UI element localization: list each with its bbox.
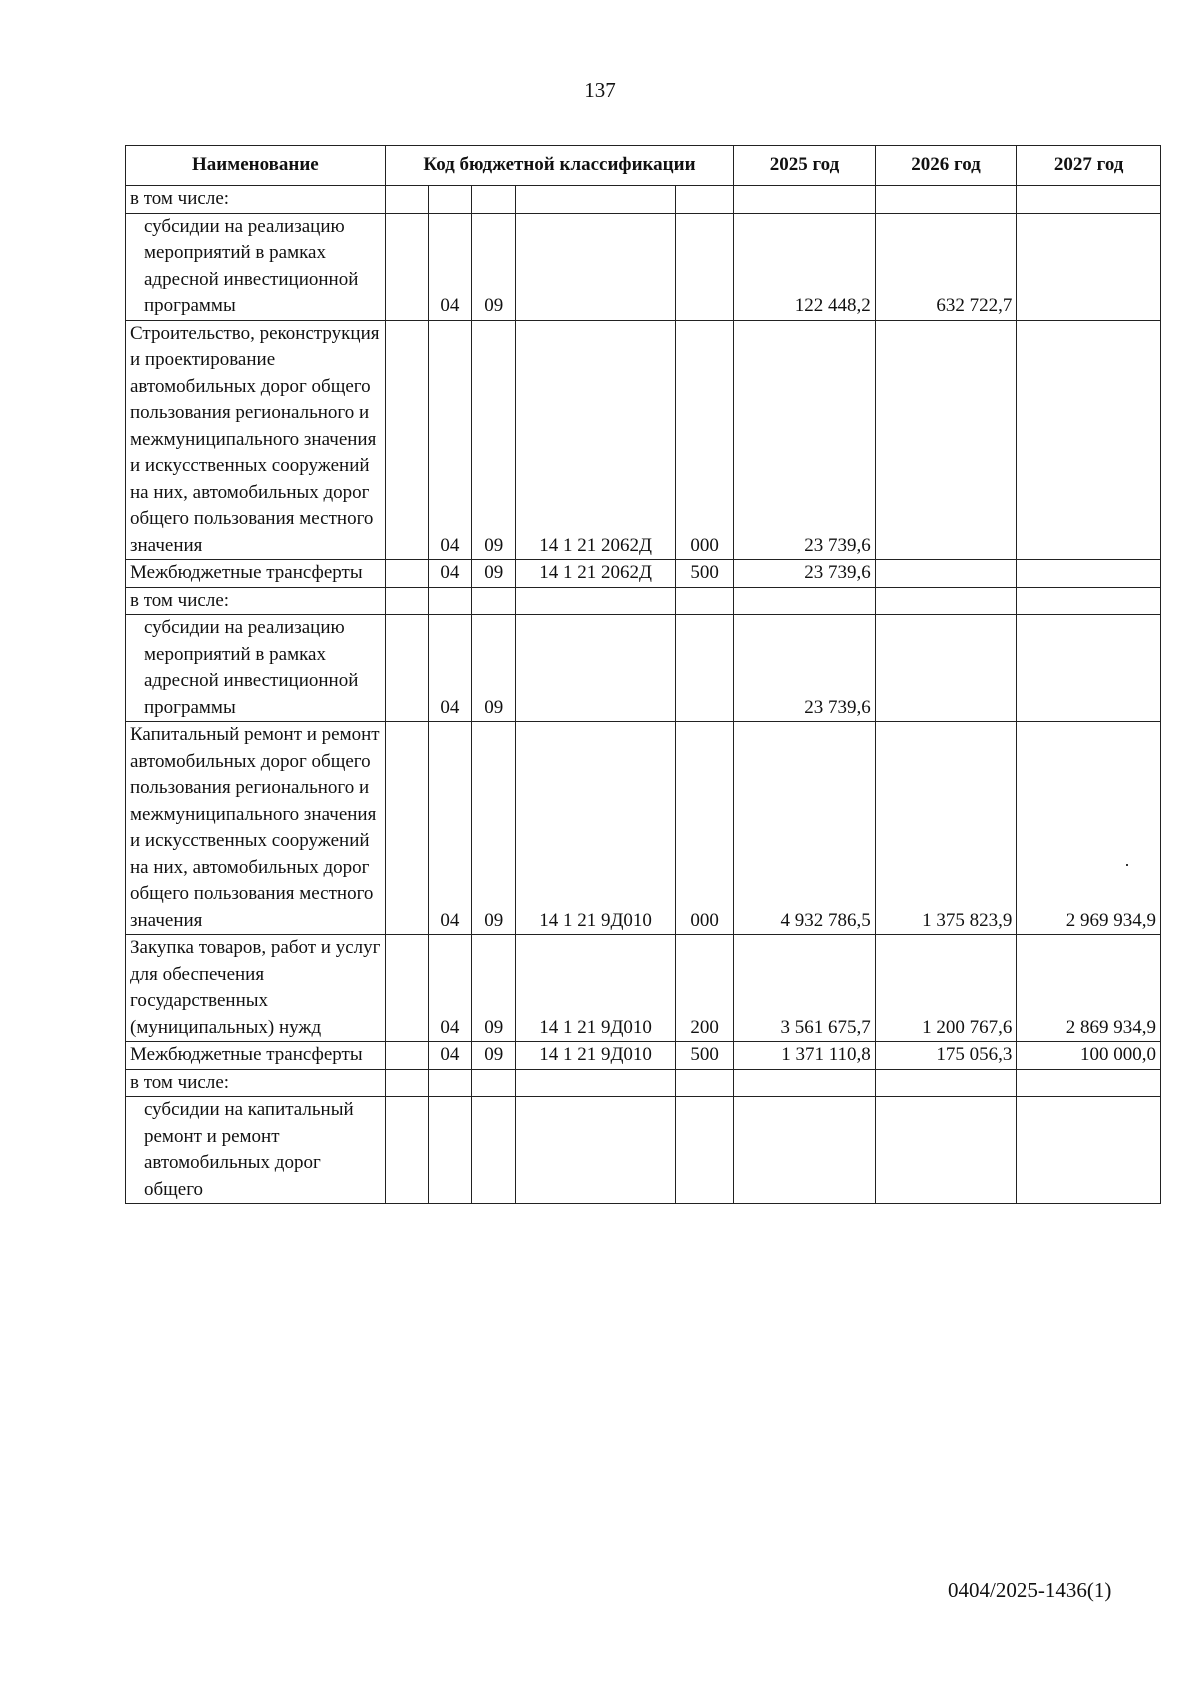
table-row <box>126 935 1161 1042</box>
row-value-2026 <box>875 560 1017 588</box>
row-expense-type-code <box>676 615 734 722</box>
row-empty-code-cell <box>385 615 428 722</box>
row-value-2026: 1 375 823,9 <box>875 722 1017 935</box>
row-target-code <box>516 1097 676 1204</box>
row-value-2027 <box>1017 560 1161 588</box>
row-subsection-code: 09 <box>472 560 516 588</box>
row-subsection-code <box>472 587 516 615</box>
row-subsection-code <box>472 1069 516 1097</box>
row-value-2025 <box>734 1069 876 1097</box>
row-name-cell: в том числе: <box>126 587 386 615</box>
row-subsection-code <box>472 186 516 214</box>
row-value-2027: 2 969 934,9 <box>1017 722 1161 935</box>
row-name-cell: в том числе: <box>126 186 386 214</box>
row-value-2027 <box>1017 186 1161 214</box>
row-value-2026 <box>875 587 1017 615</box>
row-value-2026 <box>875 186 1017 214</box>
row-target-code <box>516 587 676 615</box>
row-subsection-code: 09 <box>472 1042 516 1070</box>
header-2026: 2026 год <box>875 146 1017 186</box>
table-row <box>126 615 1161 722</box>
header-name: Наименование <box>126 146 386 186</box>
row-value-2025: 23 739,6 <box>734 560 876 588</box>
row-value-2026 <box>875 320 1017 560</box>
row-subsection-code: 09 <box>472 320 516 560</box>
row-name-cell: субсидии на реализацию мероприятий в рамках адресной инвестиционной программы <box>126 615 386 722</box>
row-name-cell: Межбюджетные трансферты <box>126 1042 386 1070</box>
row-empty-code-cell <box>385 320 428 560</box>
row-subsection-code: 09 <box>472 722 516 935</box>
row-section-code: 04 <box>428 320 472 560</box>
table-row <box>126 1069 1161 1097</box>
table-row <box>126 587 1161 615</box>
row-section-code <box>428 1097 472 1204</box>
page-number: 137 <box>584 78 616 102</box>
row-expense-type-code: 000 <box>676 722 734 935</box>
header-2025: 2025 год <box>734 146 876 186</box>
document-code: 0404/2025-1436(1) <box>948 1578 1112 1602</box>
scan-dot <box>1126 864 1128 866</box>
table-row <box>126 320 1161 560</box>
row-value-2025: 4 932 786,5 <box>734 722 876 935</box>
row-expense-type-code <box>676 1097 734 1204</box>
row-empty-code-cell <box>385 935 428 1042</box>
row-subsection-code: 09 <box>472 213 516 320</box>
row-empty-code-cell <box>385 722 428 935</box>
row-section-code <box>428 186 472 214</box>
row-target-code: 14 1 21 2062Д <box>516 560 676 588</box>
row-target-code: 14 1 21 2062Д <box>516 320 676 560</box>
row-value-2027 <box>1017 1069 1161 1097</box>
row-empty-code-cell <box>385 1069 428 1097</box>
row-value-2027 <box>1017 213 1161 320</box>
row-value-2027: 2 869 934,9 <box>1017 935 1161 1042</box>
row-subsection-code <box>472 1097 516 1204</box>
table-row <box>126 722 1161 935</box>
row-value-2025: 23 739,6 <box>734 615 876 722</box>
row-section-code <box>428 1069 472 1097</box>
row-expense-type-code: 500 <box>676 560 734 588</box>
row-subsection-code: 09 <box>472 615 516 722</box>
row-section-code: 04 <box>428 722 472 935</box>
table-body <box>126 186 1161 1204</box>
row-name-cell: Межбюджетные трансферты <box>126 560 386 588</box>
budget-table <box>125 145 1161 1204</box>
row-value-2025 <box>734 1097 876 1204</box>
row-value-2027 <box>1017 320 1161 560</box>
row-empty-code-cell <box>385 186 428 214</box>
row-expense-type-code <box>676 186 734 214</box>
header-row <box>126 146 1161 186</box>
row-value-2025 <box>734 186 876 214</box>
row-expense-type-code <box>676 213 734 320</box>
row-name-cell: субсидии на капитальный ремонт и ремонт автомобильных дорог общего <box>126 1097 386 1204</box>
row-name-cell: Закупка товаров, работ и услуг для обеспечения государственных (муниципальных) нужд <box>126 935 386 1042</box>
row-value-2027 <box>1017 615 1161 722</box>
row-expense-type-code <box>676 587 734 615</box>
row-value-2025: 122 448,2 <box>734 213 876 320</box>
row-section-code: 04 <box>428 1042 472 1070</box>
table-row <box>126 213 1161 320</box>
row-value-2026: 175 056,3 <box>875 1042 1017 1070</box>
row-value-2026 <box>875 615 1017 722</box>
row-subsection-code: 09 <box>472 935 516 1042</box>
row-expense-type-code <box>676 1069 734 1097</box>
table-row <box>126 1097 1161 1204</box>
row-value-2026 <box>875 1069 1017 1097</box>
row-value-2027: 100 000,0 <box>1017 1042 1161 1070</box>
row-target-code <box>516 1069 676 1097</box>
row-target-code: 14 1 21 9Д010 <box>516 722 676 935</box>
row-expense-type-code: 200 <box>676 935 734 1042</box>
row-section-code: 04 <box>428 560 472 588</box>
row-value-2025: 1 371 110,8 <box>734 1042 876 1070</box>
header-2027: 2027 год <box>1017 146 1161 186</box>
row-section-code <box>428 587 472 615</box>
row-value-2026 <box>875 1097 1017 1204</box>
row-expense-type-code: 500 <box>676 1042 734 1070</box>
table-row <box>126 560 1161 588</box>
row-value-2026: 1 200 767,6 <box>875 935 1017 1042</box>
row-name-cell: субсидии на реализацию мероприятий в рамках адресной инвестиционной программы <box>126 213 386 320</box>
row-section-code: 04 <box>428 935 472 1042</box>
row-empty-code-cell <box>385 560 428 588</box>
row-target-code <box>516 213 676 320</box>
row-name-cell: Капитальный ремонт и ремонт автомобильных дорог общего пользования регионального и межмуниципального значения и искусственных сооружений на них, автомобильных дорог общего пользования местного значения <box>126 722 386 935</box>
header-code: Код бюджетной классификации <box>385 146 733 186</box>
row-value-2025 <box>734 587 876 615</box>
row-empty-code-cell <box>385 1042 428 1070</box>
row-expense-type-code: 000 <box>676 320 734 560</box>
row-empty-code-cell <box>385 213 428 320</box>
row-empty-code-cell <box>385 1097 428 1204</box>
row-empty-code-cell <box>385 587 428 615</box>
row-name-cell: в том числе: <box>126 1069 386 1097</box>
row-section-code: 04 <box>428 213 472 320</box>
table-row <box>126 186 1161 214</box>
row-value-2027 <box>1017 587 1161 615</box>
table-row <box>126 1042 1161 1070</box>
row-value-2026: 632 722,7 <box>875 213 1017 320</box>
row-section-code: 04 <box>428 615 472 722</box>
row-target-code <box>516 186 676 214</box>
row-target-code: 14 1 21 9Д010 <box>516 935 676 1042</box>
row-target-code: 14 1 21 9Д010 <box>516 1042 676 1070</box>
row-value-2025: 23 739,6 <box>734 320 876 560</box>
row-name-cell: Строительство, реконструкция и проектирование автомобильных дорог общего пользования регионального и межмуниципального значения и искусственных сооружений на них, автомобильных дорог общего пользования местного значения <box>126 320 386 560</box>
row-target-code <box>516 615 676 722</box>
row-value-2027 <box>1017 1097 1161 1204</box>
row-value-2025: 3 561 675,7 <box>734 935 876 1042</box>
